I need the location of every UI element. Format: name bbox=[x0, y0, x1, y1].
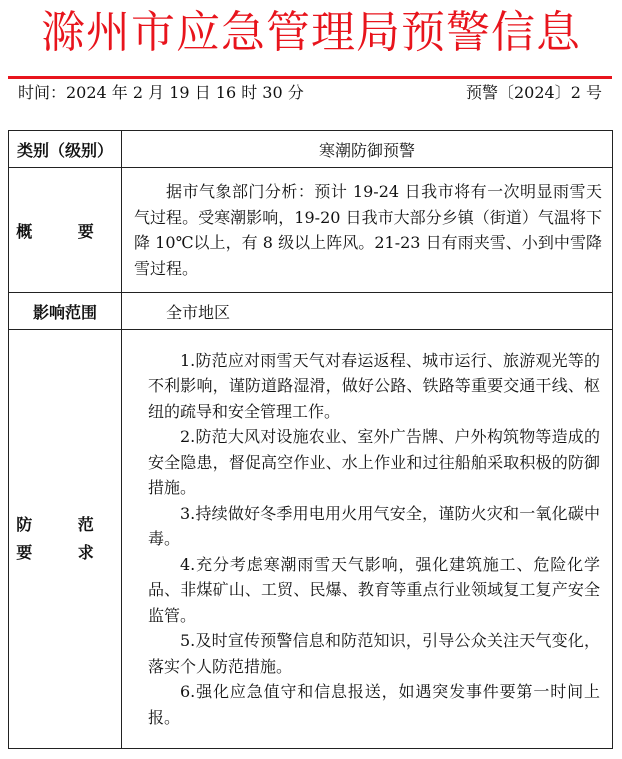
requirement-item: 5.及时宣传预警信息和防范知识，引导公众关注天气变化，落实个人防范措施。 bbox=[148, 631, 600, 676]
summary-row bbox=[9, 168, 613, 293]
requirements-label-line1: 防 范 bbox=[16, 515, 114, 534]
summary-label: 概 要 bbox=[16, 221, 114, 241]
summary-text: 据市气象部门分析：预计 19-24 日我市将有一次明显雨雪天气过程。受寒潮影响，19-20 日我市大部分乡镇（街道）气温将下降 10℃以上，有 8 级以上阵风。21-23 日有雨夹雪、小到中雪降雪过程。 bbox=[134, 182, 602, 278]
title-divider bbox=[8, 76, 612, 79]
warning-table bbox=[8, 130, 613, 749]
page-title: 滁州市应急管理局预警信息 bbox=[41, 7, 581, 58]
scope-row bbox=[9, 293, 613, 330]
requirement-item: 6.强化应急值守和信息报送，如遇突发事件要第一时间上报。 bbox=[148, 682, 600, 727]
requirement-item: 2.防范大风对设施农业、室外广告牌、户外构筑物等造成的安全隐患，督促高空作业、水上作业和过往船舶采取积极的防御措施。 bbox=[148, 427, 600, 498]
requirements-row bbox=[9, 330, 613, 749]
category-row bbox=[9, 131, 613, 168]
requirement-item: 4.充分考虑寒潮雨雪天气影响，强化建筑施工、危险化学品、非煤矿山、工贸、民爆、教育等重点行业领域复工复产安全监管。 bbox=[148, 554, 600, 625]
scope-value: 全市地区 bbox=[166, 302, 231, 322]
requirement-item: 3.持续做好冬季用电用火用气安全，谨防火灾和一氧化碳中毒。 bbox=[148, 503, 600, 549]
scope-label: 影响范围 bbox=[9, 293, 122, 330]
requirement-item: 1.防范应对雨雪天气对春运返程、城市运行、旅游观光等的不利影响，谨防道路湿滑，做好公路、铁路等重要交通干线、枢纽的疏导和安全管理工作。 bbox=[148, 350, 600, 421]
requirements-label-line2: 要 求 bbox=[16, 543, 114, 562]
issue-time: 时间：2024 年 2 月 19 日 16 时 30 分 bbox=[18, 83, 304, 102]
doc-number: 预警〔2024〕2 号 bbox=[466, 83, 602, 102]
category-value: 寒潮防御预警 bbox=[122, 131, 613, 168]
category-label: 类别（级别） bbox=[9, 131, 122, 168]
